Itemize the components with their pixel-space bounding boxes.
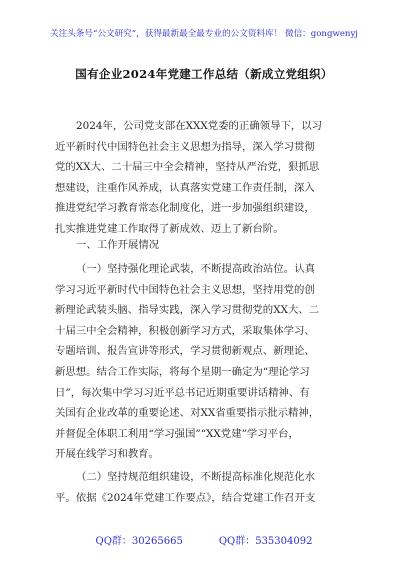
document-title: 国有企业2024年党建工作总结（新成立党组织） — [75, 67, 333, 81]
paragraph-line: （一）坚持强化理论武装，不断提高政治站位。认真 — [76, 263, 315, 275]
paragraph-line: 学习习近平新时代中国特色社会主义思想，坚持用党的创 — [55, 283, 315, 296]
paragraph-line: 党的XX大、二十届三中全会精神，坚持从严治党，狠抓思 — [55, 161, 320, 174]
footer-contact — [0, 532, 408, 547]
paragraph-line: 关国有企业改革的重要论述、对XX省重要指示批示精神， — [55, 407, 320, 420]
paragraph-line: 近平新时代中国特色社会主义思想为指导，深入学习贯彻 — [55, 140, 315, 153]
intro-paragraph — [55, 116, 353, 240]
item-one-paragraph — [55, 259, 353, 465]
promo-banner: 关注头条号“公文研究”，获得最新最全最专业的公文资料库！ 微信：gongwenyj — [50, 29, 358, 39]
section-heading: 一、工作开展情况 — [76, 239, 160, 251]
paragraph-line: 2024年，公司党支部在XXX党委的正确领导下，以习 — [76, 120, 323, 132]
paragraph-line: 十届三中全会精神，积极创新学习方式，采取集体学习、 — [55, 324, 315, 337]
paragraph-line: 扎实推进党建工作取得了新成效、迈上了新台阶。 — [55, 222, 284, 235]
paragraph-line: 平。依据《2024年党建工作要点》，结合党建工作召开支 — [55, 491, 316, 504]
item-two-paragraph — [55, 467, 353, 508]
qq-group-one: QQ群：30265665 — [95, 536, 183, 547]
paragraph-line: 并督促全体职工利用“学习强国”“XX党建”学习平台， — [55, 427, 299, 440]
paragraph-line: 推进党纪学习教育常态化制度化，进一步加强组织建设， — [55, 202, 315, 215]
paragraph-line: 日”，每次集中学习习近平总书记近期重要讲话精神、有 — [55, 386, 310, 399]
paragraph-line: 开展在线学习和教育。 — [55, 448, 159, 461]
paragraph-line: 想建设，注重作风养成，认真落实党建工作责任制，深入 — [55, 181, 315, 194]
paragraph-line: 新思想。结合工作实际，将每个星期一确定为“理论学习 — [55, 365, 310, 378]
paragraph-line: 新理论武装头脑、指导实践，深入学习贯彻党的XX大、二 — [55, 304, 320, 317]
qq-group-two: QQ群：535304092 — [218, 536, 313, 547]
paragraph-line: （二）坚持规范组织建设，不断提高标准化规范化水 — [76, 471, 315, 483]
paragraph-line: 专题培训、报告宣讲等形式，学习贯彻新观点、新理论、 — [55, 345, 315, 358]
